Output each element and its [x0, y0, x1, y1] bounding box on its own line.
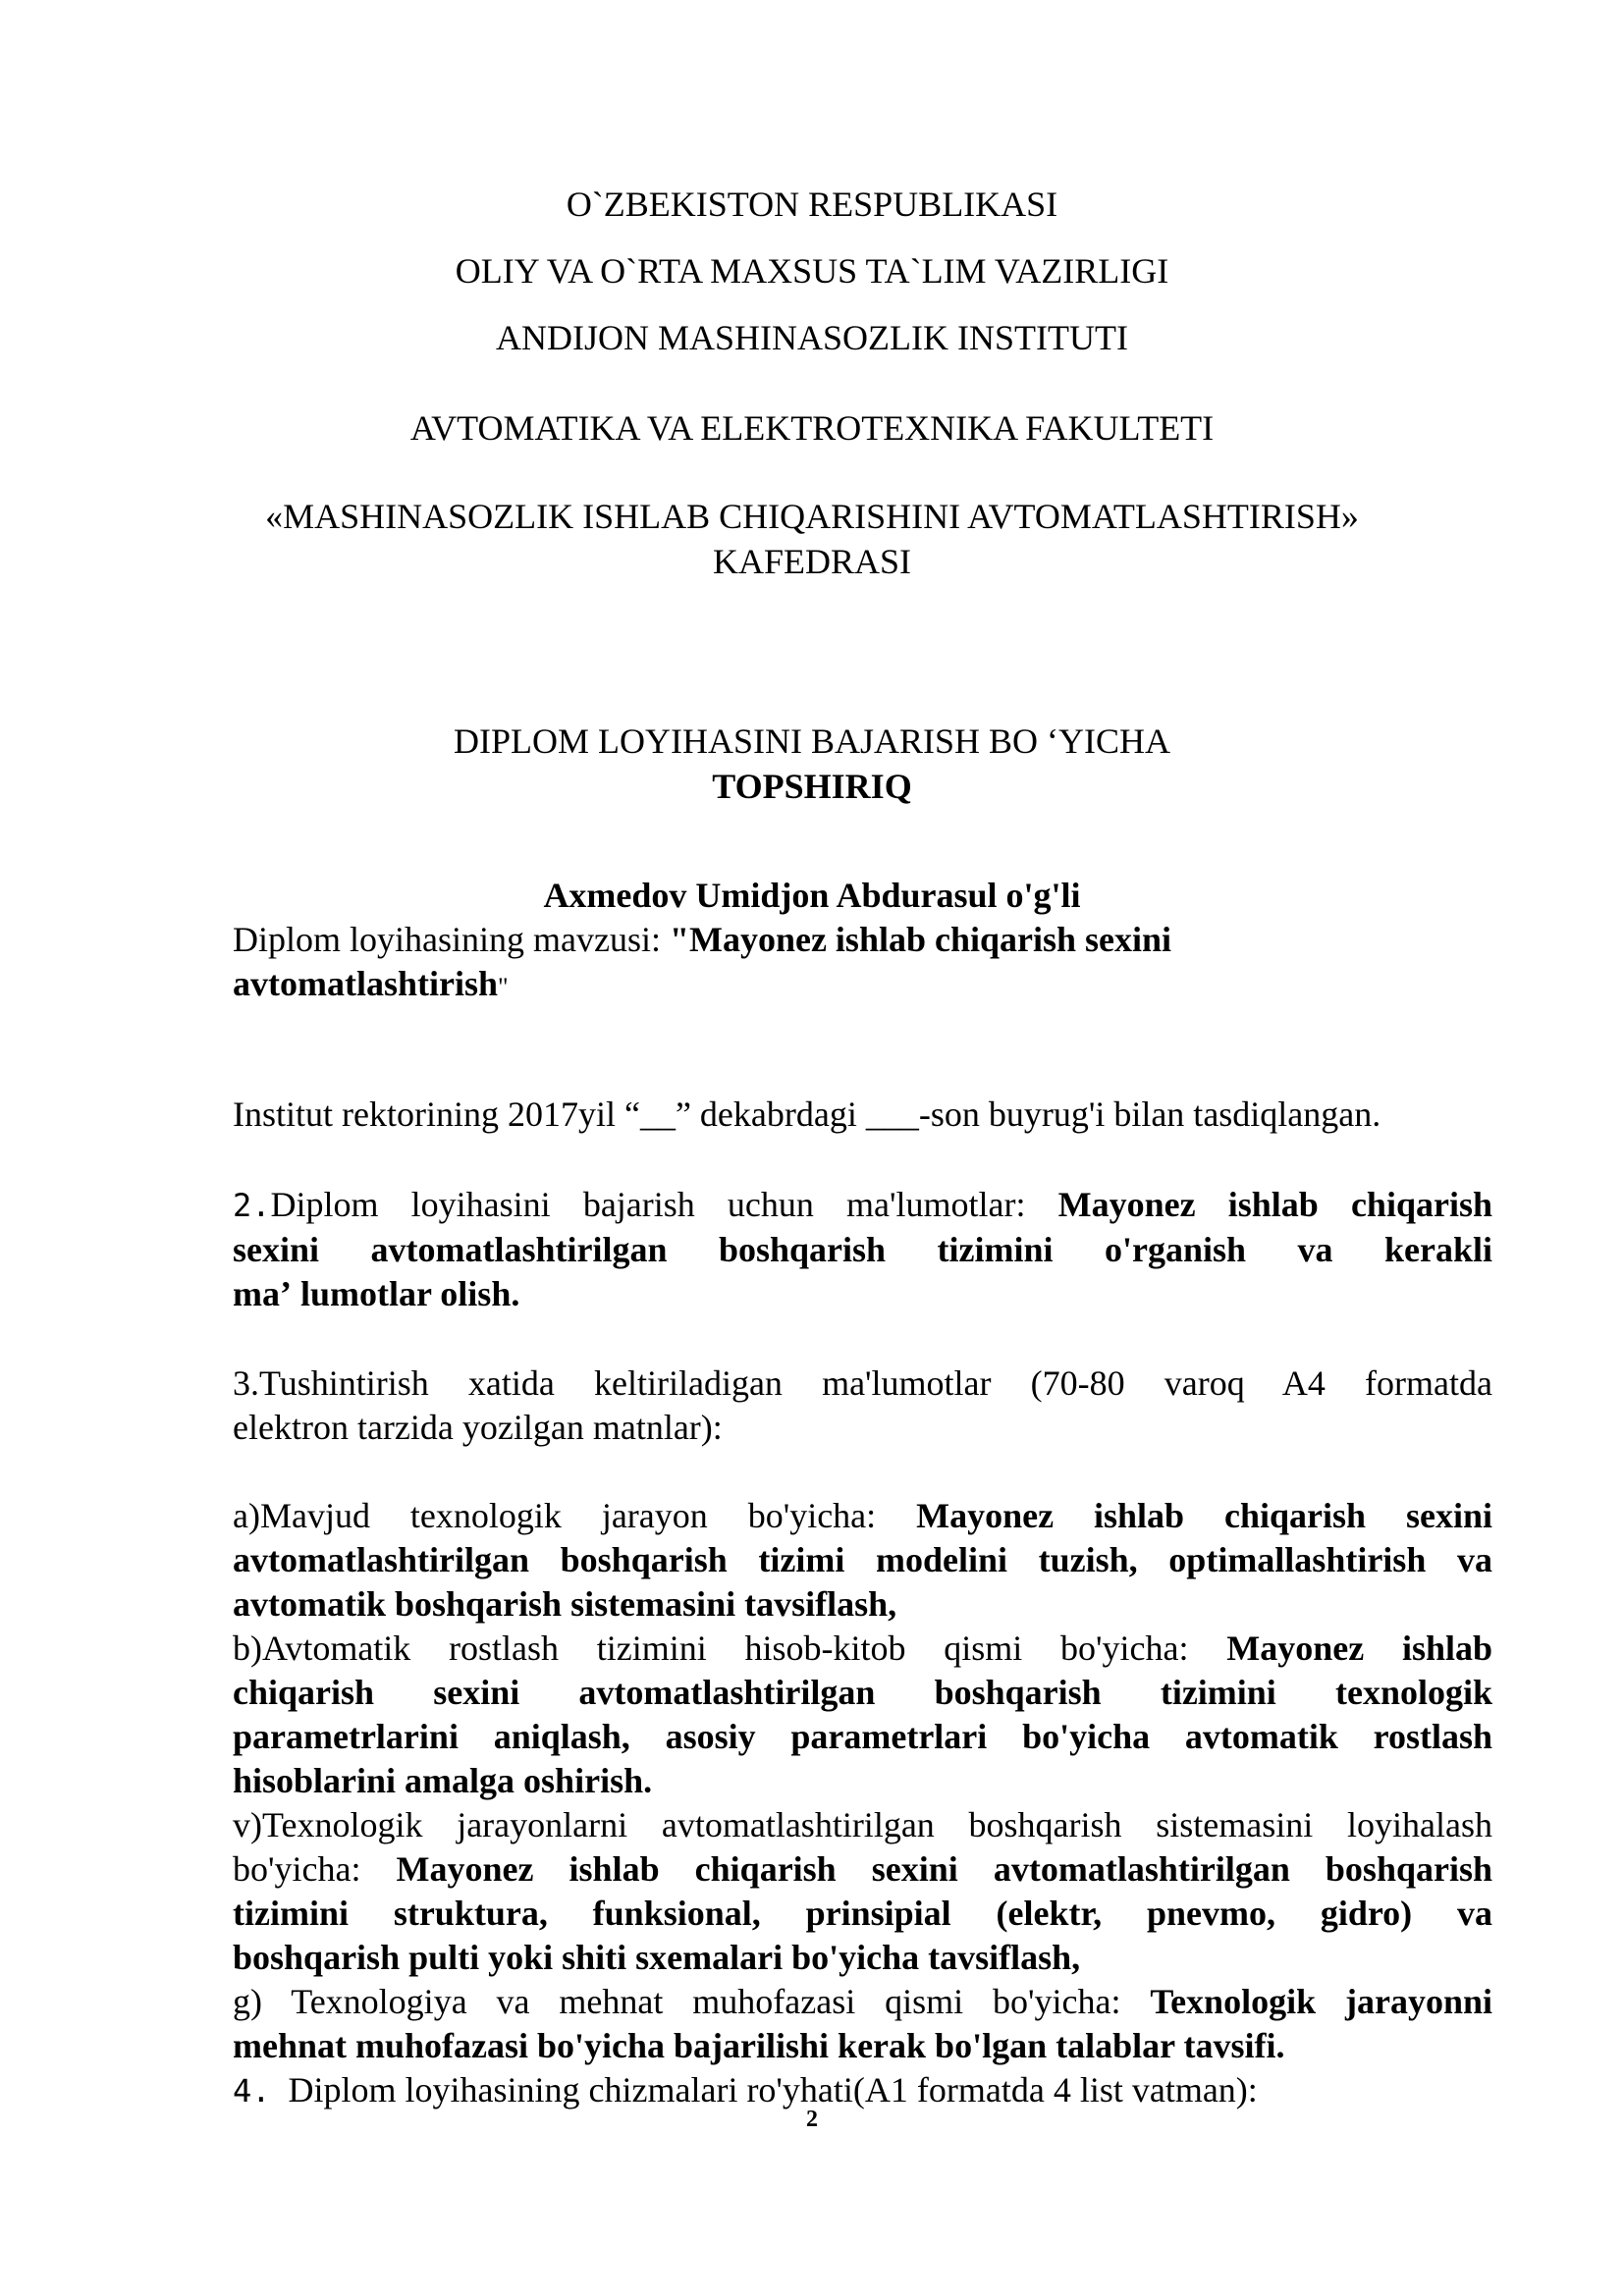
item-4-number: 4. [233, 2072, 271, 2109]
topic-paragraph [233, 918, 1492, 1009]
topic-value-2: avtomatlashtirish [233, 964, 498, 1003]
topic-closing-quote: " [498, 973, 509, 1001]
item-v-line-1: v)Texnologik jarayonlarni avtomatlashtirilgan boshqarish sistemasini loyihalash [233, 1805, 1492, 1844]
item-a-bold-1: Mayonez ishlab chiqarish sexini [916, 1496, 1492, 1535]
item-g-paragraph [233, 1980, 1492, 2068]
item-b-bold-4: hisoblarini amalga oshirish. [233, 1761, 653, 1800]
header-department: «MASHINASOZLIK ISHLAB CHIQARISHINI AVTOMATLASHTIRISH» [265, 497, 1359, 536]
header-department-suffix: KAFEDRASI [712, 542, 912, 581]
item-g-bold-1: Texnologik jarayonni [1150, 1982, 1492, 2021]
header-faculty: AVTOMATIKA VA ELEKTROTEXNIKA FAKULTETI [409, 408, 1215, 448]
item-v-paragraph [233, 1803, 1492, 1980]
item-g-label: g) Texnologiya va mehnat muhofazasi qismi bo'yicha: [233, 1982, 1151, 2021]
item-a-paragraph [233, 1494, 1492, 1627]
topic-value-1: "Mayonez ishlab chiqarish sexini [669, 920, 1172, 959]
document-title: DIPLOM LOYIHASINI BAJARISH BO ʻYICHA [453, 721, 1170, 761]
header-institute: ANDIJON MASHINASOZLIK INSTITUTI [496, 318, 1128, 357]
item-3-line-2: elektron tarzida yozilgan matnlar): [233, 1408, 723, 1447]
header-country: O`ZBEKISTON RESPUBLIKASI [566, 185, 1058, 224]
item-v-label: bo'yicha: [233, 1849, 397, 1889]
item-b-bold-3: parametrlarini aniqlash, asosiy parametrlari bo'yicha avtomatik rostlash [233, 1717, 1492, 1756]
header-ministry: OLIY VA O`RTA MAXSUS TA`LIM VAZIRLIGI [455, 251, 1169, 291]
document-subtitle: TOPSHIRIQ [712, 767, 912, 806]
item-3-line-1: 3.Tushintirish xatida keltiriladigan ma'lumotlar (70-80 varoq A4 formatda [233, 1363, 1492, 1403]
item-2-number: 2. [233, 1187, 271, 1224]
item-b-bold-1: Mayonez ishlab [1226, 1629, 1493, 1668]
item-b-paragraph [233, 1627, 1492, 1803]
item-a-bold-3: avtomatik boshqarish sistemasini tavsiflash, [233, 1584, 897, 1624]
topic-label: Diplom loyihasining mavzusi: [233, 920, 670, 959]
item-a-bold-2: avtomatlashtirilgan boshqarish tizimi modelini tuzish, optimallashtirish va [233, 1540, 1492, 1579]
item-b-bold-2: chiqarish sexini avtomatlashtirilgan boshqarish tizimini texnologik [233, 1673, 1492, 1712]
item-2-paragraph [233, 1183, 1492, 1316]
page-number: 2 [806, 2107, 818, 2132]
item-a-label: a)Mavjud texnologik jarayon bo'yicha: [233, 1496, 917, 1535]
item-2-bold-3: maʼ lumotlar olish. [233, 1274, 520, 1313]
item-2-label: Diplom loyihasini bajarish uchun ma'lumotlar: [270, 1185, 1058, 1224]
item-3-paragraph [233, 1362, 1492, 1450]
item-2-bold-1: Mayonez ishlab chiqarish [1057, 1185, 1492, 1224]
order-paragraph: Institut rektorining 2017yil “__” dekabrdagi ___-son buyrug'i bilan tasdiqlangan. [233, 1095, 1381, 1134]
item-b-label: b)Avtomatik rostlash tizimini hisob-kitob qismi bo'yicha: [233, 1629, 1227, 1668]
item-4-text: Diplom loyihasining chizmalari ro'yhati(A1 formatda 4 list vatman): [288, 2070, 1258, 2109]
item-v-bold-3: tizimini struktura, funksional, prinsipial (elektr, pnevmo, gidro) va [233, 1894, 1492, 1933]
item-2-bold-2: sexini avtomatlashtirilgan boshqarish tizimini o'rganish va kerakli [233, 1230, 1492, 1269]
item-g-bold-2: mehnat muhofazasi bo'yicha bajarilishi kerak bo'lgan talablar tavsifi. [233, 2026, 1285, 2065]
item-v-bold-2: Mayonez ishlab chiqarish sexini avtomatlashtirilgan boshqarish [396, 1849, 1492, 1889]
item-v-bold-4: boshqarish pulti yoki shiti sxemalari bo'yicha tavsiflash, [233, 1938, 1081, 1977]
student-name: Axmedov Umidjon Abdurasul o'g'li [543, 876, 1081, 915]
